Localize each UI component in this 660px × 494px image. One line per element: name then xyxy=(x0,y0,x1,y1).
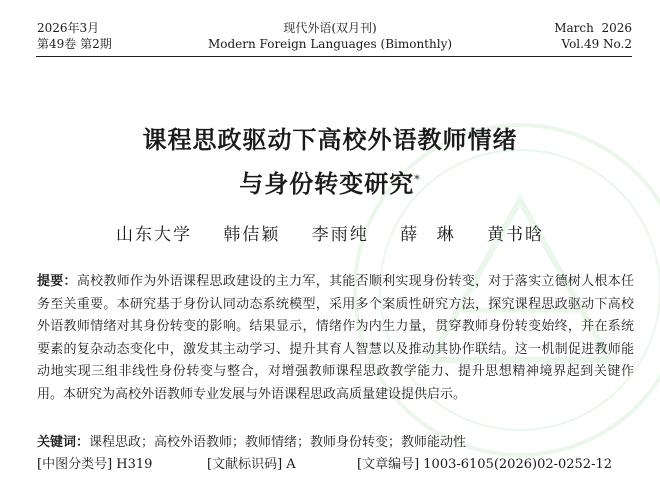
abstract-text: 高校教师作为外语课程思政建设的主力军，其能否顺利实现身份转变，对于落实立德树人根本任务至关重要。本研究基于身份认同动态系统模型，采用多个案质性研究方法，探究课程思政驱动下高校外语教师情绪对其身份转变的影响。结果显示，情绪作为内生力量，贯穿教师身份转变始终，并在系统要素的复杂动态变化中，激发其主动学习、提升其育人智慧以及推动其协作联结。这一机制促进教师能动地实现三组非线性身份转变与整合，对增强教师课程思政教学能力、提升思想精神境界起到关键作用。本研究为高校外语教师专业发展与外语课程思政高质量建设提供启示。 xyxy=(37,274,634,402)
header-right xyxy=(554,20,632,52)
article-number: [文章编号] 1003-6105(2026)02-0252-12 xyxy=(357,457,613,472)
abstract-label: 提要： xyxy=(37,274,77,289)
title-line-2 xyxy=(0,160,660,204)
journal-name-en: Modern Foreign Languages (Bimonthly) xyxy=(207,37,453,51)
header-issue-en: Vol.49 No.2 xyxy=(561,37,632,51)
title-line-1: 课程思政驱动下高校外语教师情绪 xyxy=(142,125,518,154)
author-name: 黄书晗 xyxy=(487,225,545,245)
author-name: 韩佶颖 xyxy=(223,225,281,245)
header-date-cn: 2026年3月 xyxy=(37,21,100,35)
keywords-text: 课程思政；高校外语教师；教师情绪；教师身份转变；教师能动性 xyxy=(89,435,467,450)
author-name: 薛 琳 xyxy=(400,225,456,245)
author-name: 李雨纯 xyxy=(311,225,369,245)
article-title xyxy=(0,120,660,204)
author-affiliation: 山东大学 xyxy=(115,225,192,245)
title-line-2-text: 与身份转变研究 xyxy=(239,169,415,198)
title-footnote-mark: * xyxy=(414,173,421,186)
header-date-en: March 2026 xyxy=(554,21,632,35)
keywords-label: 关键词： xyxy=(37,435,90,450)
header-rule xyxy=(36,56,632,57)
document-code: [文献标识码] A xyxy=(207,457,296,472)
clc-number: [中图分类号] H319 xyxy=(37,457,153,472)
header-issue-cn: 第49卷 第2期 xyxy=(37,37,112,51)
author-line xyxy=(0,220,660,245)
abstract xyxy=(37,271,634,406)
keywords xyxy=(37,433,634,453)
journal-name-cn: 现代外语(双月刊) xyxy=(283,21,377,35)
